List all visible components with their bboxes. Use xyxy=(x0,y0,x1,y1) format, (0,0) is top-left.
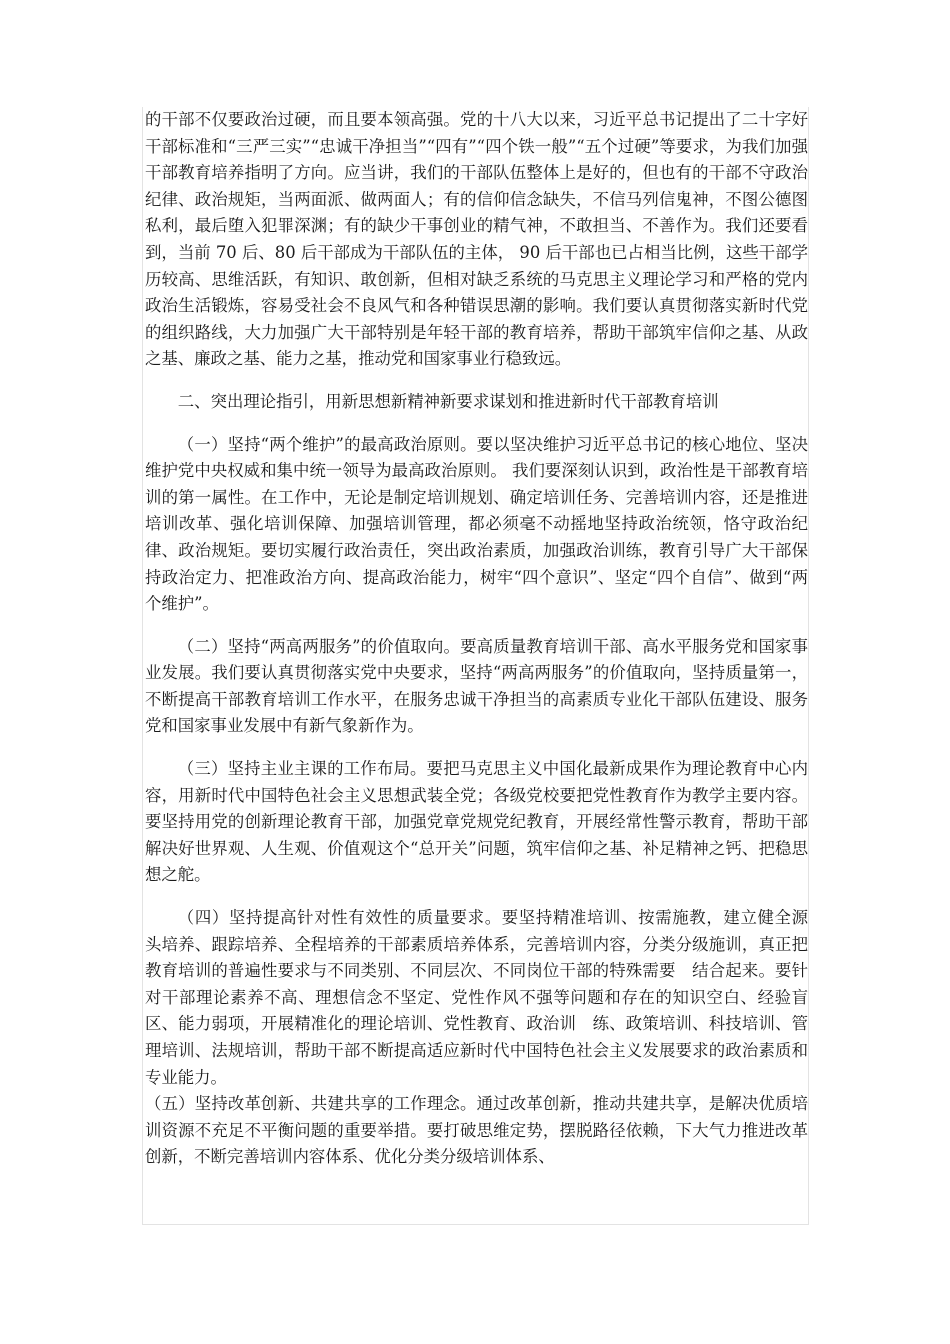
paragraph-point-three: （三）坚持主业主课的工作布局。要把马克思主义中国化最新成果作为理论教育中心内容，用新时代中国特色社会主义思想武装全党；各级党校要把党性教育作为教学主要内容。要坚持用党的创新理论教育干部，加强党章党规党纪教育，开展经常性警示教育，帮助干部解决好世界观、人生观、价值观这个“总开关”问题，筑牢信仰之基、补足精神之钙、把稳思想之舵。 xyxy=(145,759,808,885)
paragraph-point-one: （一）坚持“两个维护”的最高政治原则。要以坚决维护习近平总书记的核心地位、坚决维护党中央权威和集中统一领导为最高政治原则。 我们要深刻认识到，政治性是干部教育培训的第一属性。在工作中，无论是制定培训规划、确定培训任务、完善培训内容，还是推进培训改革、强化培训保障、加强培训管理，都必须毫不动摇地坚持政治统领，恪守政治纪律、政治规矩。要切实履行政治责任，突出政治素质，加强政治训练，教育引导广大干部保持政治定力、把准政治方向、提高政治能力，树牢“四个意识”、坚定“四个自信”、做到“两个维护”。 xyxy=(145,434,808,614)
document-body xyxy=(143,107,825,1171)
paragraph-point-four: （四）坚持提高针对性有效性的质量要求。要坚持精准培训、按需施教，建立健全源 头培养、跟踪培养、全程培养的干部素质培养体系，完善培训内容，分类分级施训，真正把教育培训的普遍性要求与不同类别、不同层次、不同岗位干部的特殊需要 结合起来。要针对干部理论素养不高、理想信念不坚定、党性作风不强等问题和存在的知识空白、经验盲区、能力弱项，开展精准化的理论培训、党性教育、政治训 练、政策培训、科技培训、管理培训、法规培训，帮助干部不断提高适应新时代中国特色社会主义发展要求的政治素质和专业能力。 xyxy=(145,908,825,1087)
section-heading-two: 二、突出理论指引，用新思想新精神新要求谋划和推进新时代干部教育培训 xyxy=(177,391,719,411)
paragraph-point-two: （二）坚持“两高两服务”的价值取向。要高质量教育培训干部、高水平服务党和国家事业发展。我们要认真贯彻落实党中央要求，坚持“两高两服务”的价值取向，坚持质量第一，不断提高干部教育培训工作水平，在服务忠诚干净担当的高素质专业化干部队伍建设、服务党和国家事业发展中有新气象新作为。 xyxy=(145,636,808,736)
paragraph-point-five: （五）坚持改革创新、共建共享的工作理念。通过改革创新，推动共建共享，是解决优质培训资源不充足不平衡问题的重要举措。要打破思维定势，摆脱路径依赖，下大气力推进改革创新，不断完善培训内容体系、优化分类分级培训体系、 xyxy=(145,1094,808,1167)
paragraph-cadre-standards: 的干部不仅要政治过硬，而且要本领高强。党的十八大以来，习近平总书记提出了二十字好干部标准和“三严三实”“忠诚干净担当”“四有”“四个铁一般”“五个过硬”等要求，为我们加强干部教育培养指明了方向。应当讲，我们的干部队伍整体上是好的，但也有的干部不守政治纪律、政治规矩，当两面派、做两面人；有的信仰信念缺失，不信马列信鬼神，不图公德图私利，最后堕入犯罪深渊；有的缺少干事创业的精气神，不敢担当、不善作为。我们还要看到，当前 70 后、80 后干部成为干部队伍的主体， 90 后干部也已占相当比例，这些干部学历较高、思维活跃，有知识、敢创新，但相对缺乏系统的马克思主义理论学习和严格的党内政治生活锻炼，容易受社会不良风气和各种错误思潮的影响。我们要认真贯彻落实新时代党的组织路线，大力加强广大干部特别是年轻干部的教育培养，帮助干部筑牢信仰之基、从政之基、廉政之基、能力之基，推动党和国家事业行稳致远。 xyxy=(145,110,808,369)
document-page xyxy=(142,107,825,1225)
